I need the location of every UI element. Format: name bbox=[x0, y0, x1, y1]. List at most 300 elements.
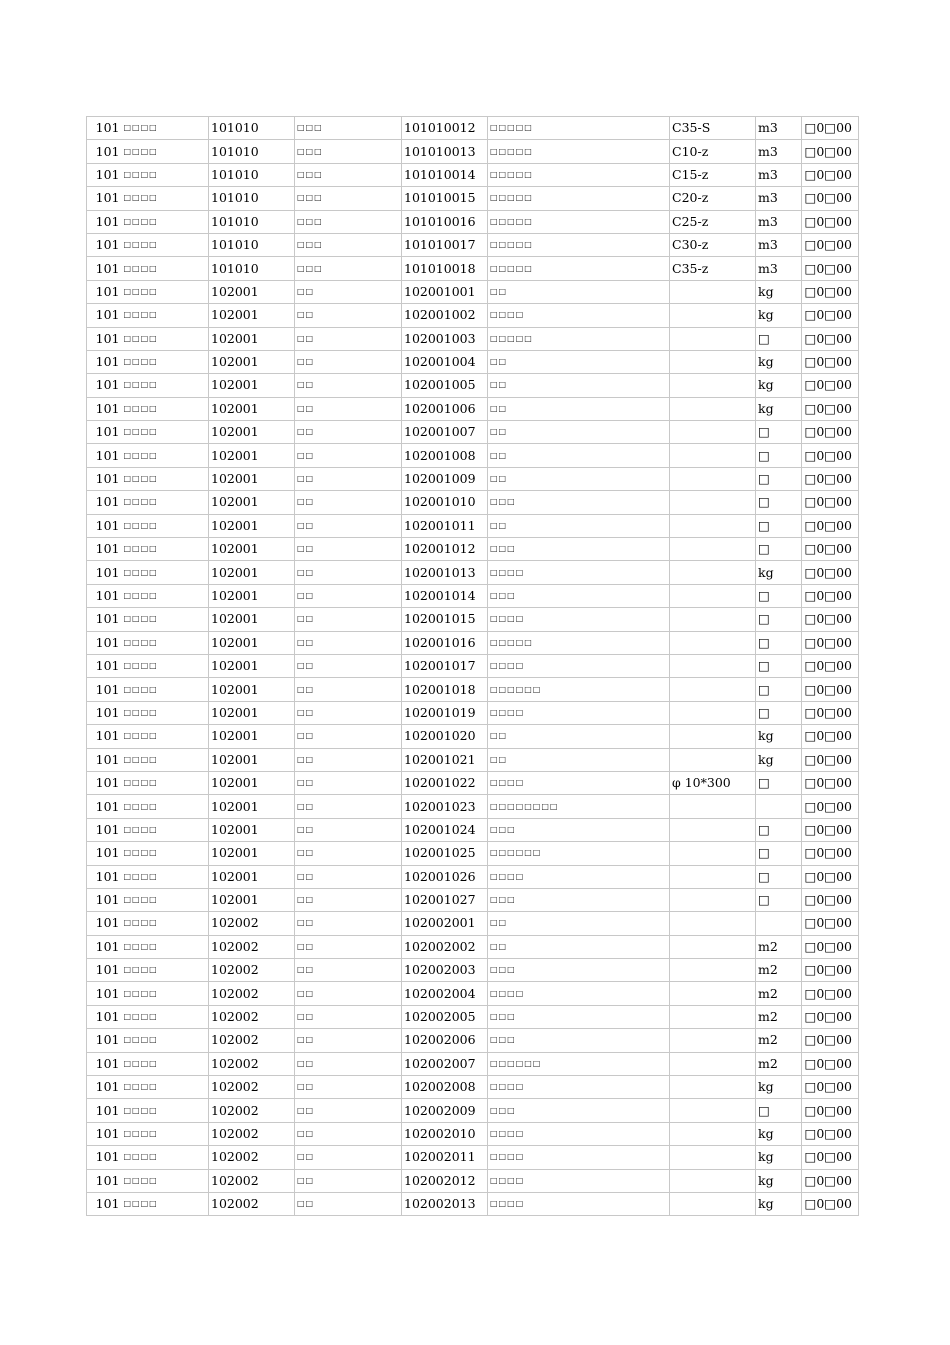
cell-unit: kg bbox=[756, 350, 802, 373]
cell-category-code: 102001 bbox=[209, 327, 295, 350]
cell-category-code: 101010 bbox=[209, 210, 295, 233]
cell-unit: m3 bbox=[756, 257, 802, 280]
cell-category-name: □□ bbox=[295, 397, 402, 420]
cell-amount: □0□00 bbox=[802, 444, 859, 467]
cell-group-name: □□□□ bbox=[122, 1192, 209, 1215]
cell-item-code: 102002004 bbox=[402, 982, 488, 1005]
cell-item-name: □□□ bbox=[488, 1099, 670, 1122]
cell-unit: m2 bbox=[756, 1052, 802, 1075]
cell-amount: □0□00 bbox=[802, 374, 859, 397]
cell-spec bbox=[670, 514, 756, 537]
cell-item-code: 102002008 bbox=[402, 1076, 488, 1099]
table-row bbox=[87, 982, 859, 1005]
cell-category-code: 102001 bbox=[209, 584, 295, 607]
cell-level-code: 101 bbox=[87, 631, 122, 654]
cell-amount: □0□00 bbox=[802, 280, 859, 303]
cell-group-name: □□□□ bbox=[122, 1029, 209, 1052]
cell-amount: □0□00 bbox=[802, 748, 859, 771]
cell-item-code: 102001018 bbox=[402, 678, 488, 701]
cell-level-code: 101 bbox=[87, 421, 122, 444]
cell-item-code: 102001016 bbox=[402, 631, 488, 654]
cell-unit: □ bbox=[756, 842, 802, 865]
table-row bbox=[87, 163, 859, 186]
cell-category-name: □□ bbox=[295, 350, 402, 373]
cell-group-name: □□□□ bbox=[122, 584, 209, 607]
cell-item-name: □□□ bbox=[488, 1029, 670, 1052]
cell-spec: C15-z bbox=[670, 163, 756, 186]
cell-level-code: 101 bbox=[87, 865, 122, 888]
cell-spec bbox=[670, 280, 756, 303]
cell-spec bbox=[670, 631, 756, 654]
cell-group-name: □□□□ bbox=[122, 654, 209, 677]
cell-spec: φ 10*300 bbox=[670, 771, 756, 794]
cell-item-code: 101010012 bbox=[402, 117, 488, 140]
cell-item-code: 102001001 bbox=[402, 280, 488, 303]
cell-level-code: 101 bbox=[87, 467, 122, 490]
cell-category-name: □□ bbox=[295, 1076, 402, 1099]
cell-group-name: □□□□ bbox=[122, 678, 209, 701]
cell-category-name: □□ bbox=[295, 491, 402, 514]
cell-unit bbox=[756, 795, 802, 818]
cell-level-code: 101 bbox=[87, 397, 122, 420]
cell-item-code: 102002012 bbox=[402, 1169, 488, 1192]
table-row bbox=[87, 304, 859, 327]
cell-group-name: □□□□ bbox=[122, 865, 209, 888]
cell-unit: kg bbox=[756, 1146, 802, 1169]
cell-category-code: 102001 bbox=[209, 514, 295, 537]
cell-amount: □0□00 bbox=[802, 701, 859, 724]
cell-spec bbox=[670, 1029, 756, 1052]
cell-group-name: □□□□ bbox=[122, 959, 209, 982]
cell-item-name: □□ bbox=[488, 444, 670, 467]
cell-category-code: 102001 bbox=[209, 421, 295, 444]
cell-unit: □ bbox=[756, 1099, 802, 1122]
cell-item-name: □□□ bbox=[488, 888, 670, 911]
cell-amount: □0□00 bbox=[802, 982, 859, 1005]
cell-category-code: 102002 bbox=[209, 982, 295, 1005]
cell-spec: C35-S bbox=[670, 117, 756, 140]
cell-category-name: □□□ bbox=[295, 210, 402, 233]
cell-item-name: □□□ bbox=[488, 491, 670, 514]
cell-amount: □0□00 bbox=[802, 795, 859, 818]
cell-spec bbox=[670, 467, 756, 490]
cell-category-name: □□ bbox=[295, 1005, 402, 1028]
cell-category-name: □□ bbox=[295, 374, 402, 397]
cell-category-name: □□ bbox=[295, 467, 402, 490]
cell-category-code: 102001 bbox=[209, 888, 295, 911]
table-row bbox=[87, 654, 859, 677]
cell-unit: □ bbox=[756, 678, 802, 701]
cell-level-code: 101 bbox=[87, 1146, 122, 1169]
cell-amount: □0□00 bbox=[802, 1169, 859, 1192]
cell-amount: □0□00 bbox=[802, 725, 859, 748]
cell-level-code: 101 bbox=[87, 1005, 122, 1028]
cell-unit: □ bbox=[756, 771, 802, 794]
table-row bbox=[87, 1192, 859, 1215]
table-row bbox=[87, 1005, 859, 1028]
cell-category-code: 101010 bbox=[209, 163, 295, 186]
cell-spec: C20-z bbox=[670, 187, 756, 210]
cell-amount: □0□00 bbox=[802, 233, 859, 256]
cell-item-code: 102002009 bbox=[402, 1099, 488, 1122]
cell-item-code: 102001012 bbox=[402, 538, 488, 561]
cell-group-name: □□□□ bbox=[122, 421, 209, 444]
cell-spec bbox=[670, 1052, 756, 1075]
cell-category-code: 102002 bbox=[209, 912, 295, 935]
cell-level-code: 101 bbox=[87, 771, 122, 794]
cell-group-name: □□□□ bbox=[122, 608, 209, 631]
cell-spec bbox=[670, 538, 756, 561]
cell-group-name: □□□□ bbox=[122, 350, 209, 373]
cell-category-name: □□ bbox=[295, 865, 402, 888]
cell-unit: □ bbox=[756, 467, 802, 490]
cell-item-code: 102001009 bbox=[402, 467, 488, 490]
cell-spec bbox=[670, 748, 756, 771]
cell-category-name: □□ bbox=[295, 725, 402, 748]
cell-amount: □0□00 bbox=[802, 304, 859, 327]
cell-category-code: 102002 bbox=[209, 1192, 295, 1215]
cell-unit: □ bbox=[756, 818, 802, 841]
cell-spec bbox=[670, 491, 756, 514]
cell-spec bbox=[670, 1122, 756, 1145]
cell-unit: m2 bbox=[756, 1005, 802, 1028]
cell-group-name: □□□□ bbox=[122, 701, 209, 724]
cell-item-name: □□□□□ bbox=[488, 187, 670, 210]
cell-unit: □ bbox=[756, 421, 802, 444]
cell-amount: □0□00 bbox=[802, 491, 859, 514]
cell-group-name: □□□□ bbox=[122, 1146, 209, 1169]
cell-item-name: □□□ bbox=[488, 959, 670, 982]
cell-level-code: 101 bbox=[87, 818, 122, 841]
cell-item-name: □□□□ bbox=[488, 865, 670, 888]
cell-amount: □0□00 bbox=[802, 421, 859, 444]
cell-spec bbox=[670, 1099, 756, 1122]
table-row bbox=[87, 771, 859, 794]
cell-item-code: 102002010 bbox=[402, 1122, 488, 1145]
cell-item-name: □□□□ bbox=[488, 608, 670, 631]
cell-group-name: □□□□ bbox=[122, 304, 209, 327]
cell-category-name: □□ bbox=[295, 771, 402, 794]
cell-group-name: □□□□ bbox=[122, 491, 209, 514]
cell-category-code: 102001 bbox=[209, 304, 295, 327]
cell-item-name: □□□ bbox=[488, 538, 670, 561]
table-row bbox=[87, 1122, 859, 1145]
cell-amount: □0□00 bbox=[802, 1005, 859, 1028]
table-row bbox=[87, 631, 859, 654]
cell-spec bbox=[670, 654, 756, 677]
table-row bbox=[87, 397, 859, 420]
cell-category-name: □□ bbox=[295, 959, 402, 982]
cell-group-name: □□□□ bbox=[122, 140, 209, 163]
cell-category-name: □□ bbox=[295, 678, 402, 701]
cell-item-code: 102001002 bbox=[402, 304, 488, 327]
cell-unit: □ bbox=[756, 865, 802, 888]
cell-spec bbox=[670, 608, 756, 631]
cell-category-code: 102002 bbox=[209, 1122, 295, 1145]
cell-item-code: 102001024 bbox=[402, 818, 488, 841]
cell-category-code: 102001 bbox=[209, 865, 295, 888]
cell-item-name: □□□□□ bbox=[488, 140, 670, 163]
cell-item-name: □□ bbox=[488, 280, 670, 303]
cell-category-name: □□□ bbox=[295, 233, 402, 256]
cell-category-name: □□□ bbox=[295, 117, 402, 140]
cell-spec bbox=[670, 1005, 756, 1028]
cell-item-name: □□□□ bbox=[488, 561, 670, 584]
cell-spec bbox=[670, 701, 756, 724]
cell-group-name: □□□□ bbox=[122, 163, 209, 186]
cell-amount: □0□00 bbox=[802, 631, 859, 654]
cell-category-code: 102001 bbox=[209, 608, 295, 631]
cell-category-name: □□ bbox=[295, 631, 402, 654]
cell-level-code: 101 bbox=[87, 350, 122, 373]
cell-group-name: □□□□ bbox=[122, 280, 209, 303]
cell-level-code: 101 bbox=[87, 374, 122, 397]
table-row bbox=[87, 608, 859, 631]
cell-unit: kg bbox=[756, 1122, 802, 1145]
cell-category-name: □□ bbox=[295, 327, 402, 350]
table-row bbox=[87, 818, 859, 841]
cell-item-name: □□ bbox=[488, 397, 670, 420]
cell-unit: □ bbox=[756, 444, 802, 467]
cell-unit: m3 bbox=[756, 210, 802, 233]
cell-group-name: □□□□ bbox=[122, 818, 209, 841]
cell-unit: □ bbox=[756, 654, 802, 677]
cell-group-name: □□□□ bbox=[122, 1099, 209, 1122]
cell-group-name: □□□□ bbox=[122, 397, 209, 420]
cell-amount: □0□00 bbox=[802, 935, 859, 958]
cell-amount: □0□00 bbox=[802, 538, 859, 561]
cell-unit bbox=[756, 912, 802, 935]
cell-group-name: □□□□ bbox=[122, 444, 209, 467]
cell-spec bbox=[670, 1146, 756, 1169]
cell-item-name: □□ bbox=[488, 912, 670, 935]
cell-level-code: 101 bbox=[87, 748, 122, 771]
cell-item-name: □□□□ bbox=[488, 654, 670, 677]
cell-category-name: □□□ bbox=[295, 257, 402, 280]
cell-category-code: 102002 bbox=[209, 1146, 295, 1169]
cell-amount: □0□00 bbox=[802, 1146, 859, 1169]
cell-level-code: 101 bbox=[87, 888, 122, 911]
cell-category-code: 102001 bbox=[209, 350, 295, 373]
cell-group-name: □□□□ bbox=[122, 257, 209, 280]
cell-level-code: 101 bbox=[87, 538, 122, 561]
cell-amount: □0□00 bbox=[802, 140, 859, 163]
cell-category-code: 102001 bbox=[209, 748, 295, 771]
cell-item-name: □□□□□□□□ bbox=[488, 795, 670, 818]
cell-unit: m2 bbox=[756, 982, 802, 1005]
cell-level-code: 101 bbox=[87, 514, 122, 537]
cell-item-code: 101010018 bbox=[402, 257, 488, 280]
cell-item-code: 102001023 bbox=[402, 795, 488, 818]
cell-category-name: □□□ bbox=[295, 163, 402, 186]
table-row bbox=[87, 1169, 859, 1192]
cell-unit: m3 bbox=[756, 233, 802, 256]
cell-group-name: □□□□ bbox=[122, 771, 209, 794]
cell-group-name: □□□□ bbox=[122, 888, 209, 911]
cell-spec bbox=[670, 959, 756, 982]
cell-category-code: 101010 bbox=[209, 233, 295, 256]
cell-level-code: 101 bbox=[87, 327, 122, 350]
cell-group-name: □□□□ bbox=[122, 327, 209, 350]
cell-category-name: □□ bbox=[295, 701, 402, 724]
cell-category-name: □□ bbox=[295, 935, 402, 958]
cell-group-name: □□□□ bbox=[122, 795, 209, 818]
cell-item-name: □□ bbox=[488, 467, 670, 490]
cell-amount: □0□00 bbox=[802, 818, 859, 841]
cell-item-name: □□ bbox=[488, 421, 670, 444]
cell-spec bbox=[670, 842, 756, 865]
cell-item-code: 102002007 bbox=[402, 1052, 488, 1075]
cell-category-name: □□ bbox=[295, 304, 402, 327]
cell-level-code: 101 bbox=[87, 842, 122, 865]
cell-level-code: 101 bbox=[87, 117, 122, 140]
cell-category-name: □□ bbox=[295, 1052, 402, 1075]
cell-group-name: □□□□ bbox=[122, 187, 209, 210]
cell-amount: □0□00 bbox=[802, 1122, 859, 1145]
cell-group-name: □□□□ bbox=[122, 1005, 209, 1028]
cell-item-name: □□□□□□ bbox=[488, 678, 670, 701]
cell-level-code: 101 bbox=[87, 1052, 122, 1075]
table-row bbox=[87, 1099, 859, 1122]
table-row bbox=[87, 888, 859, 911]
cell-item-code: 102001014 bbox=[402, 584, 488, 607]
cell-unit: □ bbox=[756, 514, 802, 537]
table-row bbox=[87, 678, 859, 701]
table-row bbox=[87, 959, 859, 982]
cell-unit: □ bbox=[756, 584, 802, 607]
cell-level-code: 101 bbox=[87, 1076, 122, 1099]
cell-item-name: □□□□ bbox=[488, 1192, 670, 1215]
cell-amount: □0□00 bbox=[802, 327, 859, 350]
cell-spec bbox=[670, 397, 756, 420]
cell-group-name: □□□□ bbox=[122, 210, 209, 233]
cell-spec bbox=[670, 1076, 756, 1099]
cell-spec bbox=[670, 888, 756, 911]
cell-category-name: □□ bbox=[295, 608, 402, 631]
cell-item-code: 102002002 bbox=[402, 935, 488, 958]
cell-group-name: □□□□ bbox=[122, 748, 209, 771]
cell-spec: C10-z bbox=[670, 140, 756, 163]
cell-category-name: □□ bbox=[295, 1192, 402, 1215]
cell-spec bbox=[670, 1192, 756, 1215]
cell-category-code: 101010 bbox=[209, 187, 295, 210]
cell-category-code: 102001 bbox=[209, 842, 295, 865]
cell-amount: □0□00 bbox=[802, 678, 859, 701]
cell-unit: m3 bbox=[756, 117, 802, 140]
cell-category-name: □□□ bbox=[295, 187, 402, 210]
cell-unit: m2 bbox=[756, 935, 802, 958]
cell-group-name: □□□□ bbox=[122, 1052, 209, 1075]
cell-category-name: □□ bbox=[295, 1169, 402, 1192]
table-body bbox=[87, 117, 859, 1216]
cell-group-name: □□□□ bbox=[122, 538, 209, 561]
cell-category-code: 102002 bbox=[209, 1005, 295, 1028]
cell-category-code: 102002 bbox=[209, 1052, 295, 1075]
cell-item-name: □□□□□ bbox=[488, 117, 670, 140]
cell-group-name: □□□□ bbox=[122, 1076, 209, 1099]
cell-category-name: □□ bbox=[295, 654, 402, 677]
cell-item-code: 102001005 bbox=[402, 374, 488, 397]
cell-level-code: 101 bbox=[87, 982, 122, 1005]
cell-item-code: 101010017 bbox=[402, 233, 488, 256]
cell-spec bbox=[670, 1169, 756, 1192]
table-row bbox=[87, 257, 859, 280]
cell-spec: C25-z bbox=[670, 210, 756, 233]
cell-amount: □0□00 bbox=[802, 514, 859, 537]
cell-category-name: □□ bbox=[295, 1146, 402, 1169]
cell-level-code: 101 bbox=[87, 1099, 122, 1122]
table-row bbox=[87, 795, 859, 818]
cell-amount: □0□00 bbox=[802, 865, 859, 888]
cell-group-name: □□□□ bbox=[122, 561, 209, 584]
cell-unit: □ bbox=[756, 701, 802, 724]
cell-level-code: 101 bbox=[87, 163, 122, 186]
table-row bbox=[87, 491, 859, 514]
cell-spec bbox=[670, 725, 756, 748]
cell-item-code: 102001004 bbox=[402, 350, 488, 373]
cell-unit: □ bbox=[756, 538, 802, 561]
cell-spec bbox=[670, 327, 756, 350]
cell-spec bbox=[670, 304, 756, 327]
cell-category-name: □□ bbox=[295, 444, 402, 467]
cell-amount: □0□00 bbox=[802, 397, 859, 420]
cell-spec bbox=[670, 818, 756, 841]
cell-amount: □0□00 bbox=[802, 1052, 859, 1075]
cell-category-code: 102001 bbox=[209, 631, 295, 654]
cell-category-name: □□ bbox=[295, 818, 402, 841]
cell-amount: □0□00 bbox=[802, 1076, 859, 1099]
cell-item-code: 102002011 bbox=[402, 1146, 488, 1169]
cell-item-name: □□□ bbox=[488, 584, 670, 607]
cell-item-name: □□□□□ bbox=[488, 631, 670, 654]
cell-level-code: 101 bbox=[87, 1122, 122, 1145]
cell-category-name: □□ bbox=[295, 748, 402, 771]
cell-level-code: 101 bbox=[87, 1029, 122, 1052]
cell-level-code: 101 bbox=[87, 561, 122, 584]
cell-category-code: 102001 bbox=[209, 701, 295, 724]
cell-amount: □0□00 bbox=[802, 1192, 859, 1215]
cell-amount: □0□00 bbox=[802, 1029, 859, 1052]
cell-unit: kg bbox=[756, 1192, 802, 1215]
cell-group-name: □□□□ bbox=[122, 982, 209, 1005]
cell-category-code: 102001 bbox=[209, 397, 295, 420]
cell-item-name: □□□□□ bbox=[488, 327, 670, 350]
cell-category-code: 102001 bbox=[209, 280, 295, 303]
cell-category-name: □□ bbox=[295, 584, 402, 607]
table-row bbox=[87, 187, 859, 210]
cell-amount: □0□00 bbox=[802, 163, 859, 186]
cell-group-name: □□□□ bbox=[122, 467, 209, 490]
cell-amount: □0□00 bbox=[802, 959, 859, 982]
cell-amount: □0□00 bbox=[802, 584, 859, 607]
cell-level-code: 101 bbox=[87, 233, 122, 256]
cell-category-name: □□ bbox=[295, 280, 402, 303]
table-row bbox=[87, 1076, 859, 1099]
table-row bbox=[87, 350, 859, 373]
cell-category-code: 102001 bbox=[209, 678, 295, 701]
cell-group-name: □□□□ bbox=[122, 1122, 209, 1145]
table-row bbox=[87, 514, 859, 537]
table-row bbox=[87, 280, 859, 303]
cell-category-code: 102002 bbox=[209, 1076, 295, 1099]
cell-item-name: □□ bbox=[488, 514, 670, 537]
cell-group-name: □□□□ bbox=[122, 233, 209, 256]
cell-spec bbox=[670, 935, 756, 958]
cell-level-code: 101 bbox=[87, 140, 122, 163]
cell-spec bbox=[670, 350, 756, 373]
cell-unit: m3 bbox=[756, 163, 802, 186]
cell-item-name: □□□□ bbox=[488, 1146, 670, 1169]
